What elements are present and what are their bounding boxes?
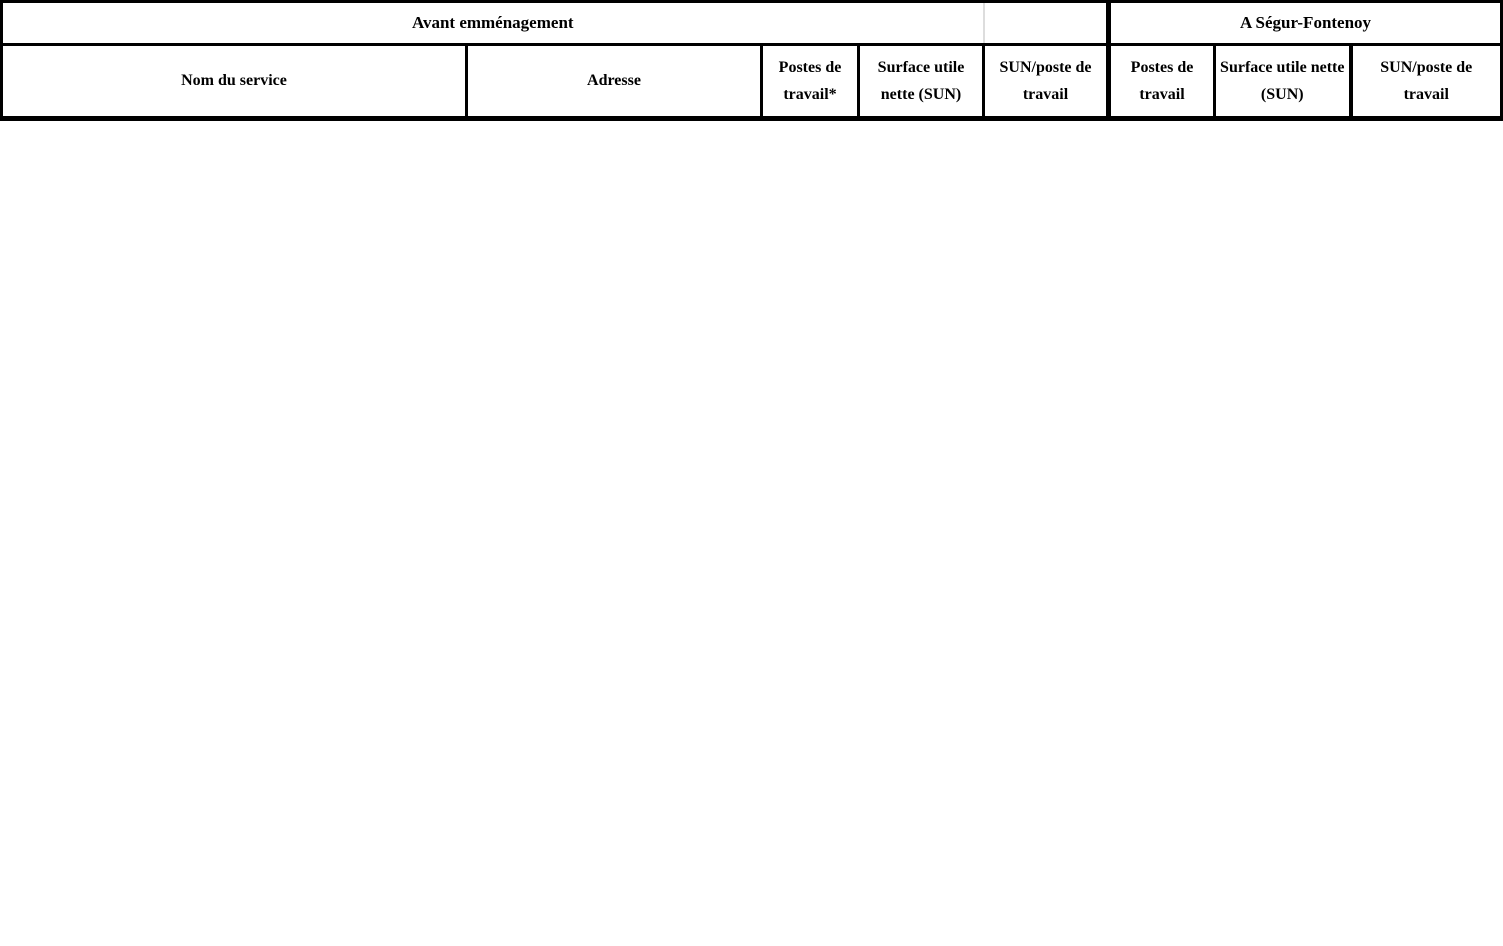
col-header-segur-sun-par-poste: SUN/poste de travail <box>1351 45 1502 119</box>
col-header-nom-du-service: Nom du service <box>2 45 467 119</box>
col-header-adresse: Adresse <box>467 45 762 119</box>
col-header-avant-sun-par-poste: SUN/poste de travail <box>984 45 1109 119</box>
section-header-empty-cell <box>984 2 1109 45</box>
col-header-segur-postes: Postes de travail <box>1109 45 1215 119</box>
section-header-segur: A Ségur-Fontenoy <box>1109 2 1502 45</box>
section-header-row <box>2 2 1502 45</box>
col-header-segur-sun: Surface utile nette (SUN) <box>1215 45 1351 119</box>
col-header-avant-postes: Postes de travail* <box>762 45 859 119</box>
section-header-avant: Avant emménagement <box>2 2 984 45</box>
column-header-row <box>2 45 1502 119</box>
office-relocation-table <box>0 0 1503 121</box>
col-header-avant-sun: Surface utile nette (SUN) <box>859 45 984 119</box>
